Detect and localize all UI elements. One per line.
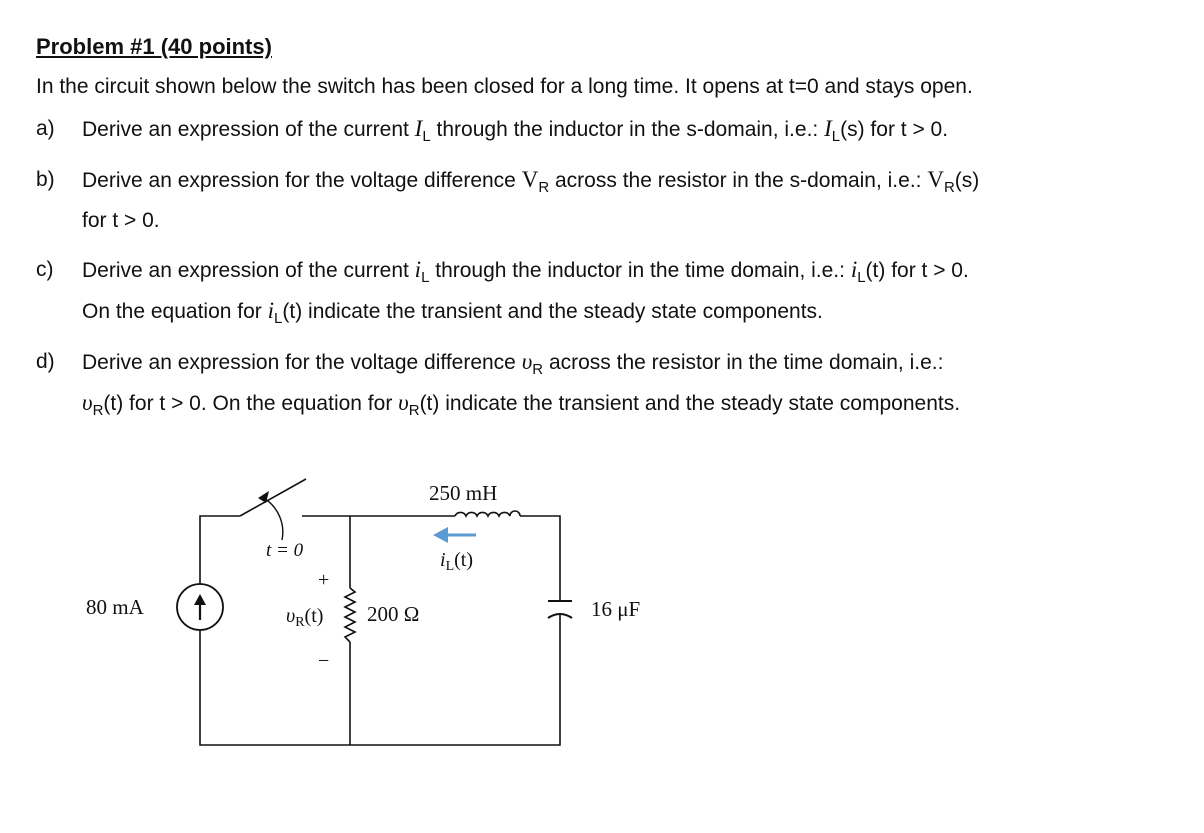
switch (240, 479, 306, 561)
part-c-var: i (414, 257, 422, 282)
part-b-sub: R (538, 179, 550, 196)
part-c-line2-a: On the equation for (82, 300, 268, 323)
current-source (86, 584, 223, 630)
capacitor-label: 16 μF (591, 597, 641, 621)
part-b-var2: V (927, 167, 944, 192)
part-d-line2-sub2: R (408, 402, 420, 419)
part-a-text-3: (s) for t > 0. (840, 118, 949, 141)
part-c-text-3: (t) for t > 0. (865, 259, 969, 282)
inductor-label: 250 mH (429, 481, 498, 505)
part-c-text-2: through the inductor in the time domain, i.e.: (429, 259, 851, 282)
circuit-wires (200, 516, 560, 745)
resistor-zigzag (345, 588, 355, 642)
part-c-line2-b: (t) indicate the transient and the steady state components. (282, 300, 823, 323)
il-arrow-icon (433, 527, 448, 543)
part-c-marker: c) (36, 258, 54, 281)
capacitor (548, 597, 640, 621)
part-b-text-3: (s) (954, 169, 980, 192)
part-d-line2-b: (t) indicate the transient and the steady state components. (419, 392, 961, 415)
part-a-text-2: through the inductor in the s-domain, i.e.: (430, 118, 825, 141)
part-a-text-1: Derive an expression of the current (82, 118, 415, 141)
part-d-line2-sub: R (92, 402, 104, 419)
part-c-sub: L (421, 269, 430, 286)
resistor-label: 200 Ω (367, 602, 420, 626)
part-a-sub: L (422, 128, 431, 145)
inductor (429, 481, 520, 574)
part-b-var: V (521, 167, 539, 192)
vr-var: υ (286, 605, 296, 627)
inductor-coil (455, 511, 520, 516)
part-c-line2-var: i (267, 298, 275, 323)
switch-arc (262, 497, 283, 540)
part-a-sub2: L (831, 128, 841, 145)
part-c-sub2: L (857, 269, 866, 286)
part-a-var2: I (824, 116, 832, 141)
switch-blade (240, 479, 306, 516)
part-d-line2-var: υ (82, 390, 93, 415)
il-label (440, 549, 473, 574)
il-sub: L (445, 559, 455, 574)
il-var: i (440, 549, 446, 571)
part-d-line2-a: (t) for t > 0. On the equation for (103, 392, 399, 415)
part-a-var: I (414, 116, 423, 141)
problem-intro: In the circuit shown below the switch has been closed for a long time. It opens at t=0 and stays open. (36, 75, 973, 98)
part-d-text-1: Derive an expression for the voltage difference (82, 351, 522, 374)
part-d-var: υ (521, 349, 533, 374)
part-c-var2: i (850, 257, 858, 282)
source-label: 80 mA (86, 595, 144, 619)
part-a-marker: a) (36, 117, 55, 140)
vr-tail: (t) (304, 605, 324, 627)
part-b-text-1: Derive an expression for the voltage difference (82, 169, 522, 192)
problem-title: Problem #1 (40 points) (36, 34, 272, 59)
part-d-line2-var2: υ (398, 390, 409, 415)
vr-plus-sign: + (318, 569, 330, 591)
vr-label (286, 605, 323, 630)
part-b-line-2: for t > 0. (82, 209, 160, 232)
resistor (286, 569, 419, 672)
part-b-marker: b) (36, 168, 55, 191)
part-c-line2-sub: L (274, 310, 283, 327)
il-tail: (t) (454, 549, 474, 571)
part-d-marker: d) (36, 350, 55, 373)
vr-minus-sign: − (318, 650, 330, 672)
part-b-sub2: R (943, 179, 955, 196)
vr-sub: R (295, 615, 305, 630)
part-d-sub: R (532, 361, 544, 378)
part-d-text-2: across the resistor in the time domain, i.e.: (543, 351, 944, 374)
wire-right (520, 516, 560, 601)
switch-label: t = 0 (266, 540, 304, 561)
part-b-text-2: across the resistor in the s-domain, i.e.: (549, 169, 928, 192)
wire-left-bottom (200, 516, 560, 745)
part-c-text-1: Derive an expression of the current (82, 259, 415, 282)
